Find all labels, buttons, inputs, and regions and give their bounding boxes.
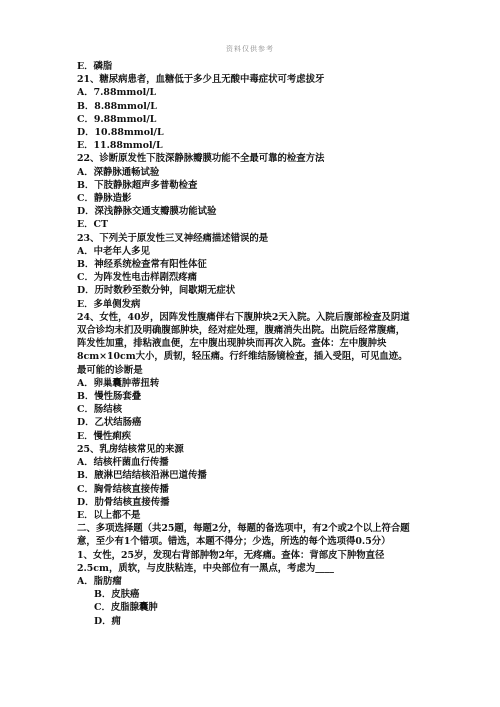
text-line: C．胸骨结核直接传播 (77, 483, 169, 495)
text-line: C．为阵发性电击样剧烈疼痛 (77, 272, 197, 284)
text-line: B．神经系统检查常有阳性体征 (77, 259, 207, 271)
document-body (77, 60, 412, 628)
option-a: A．脂肪瘤 (77, 575, 122, 587)
text-line: 21、糖尿病患者，血糖低于多少且无酸中毒症状可考虑拔牙 (77, 74, 325, 86)
text-line: 22、诊断原发性下肢深静脉瓣膜功能不全最可靠的检查方法 (77, 153, 325, 165)
text-line: E．多单侧发病 (77, 298, 141, 310)
text-line: A．中老年人多见 (77, 245, 150, 257)
text-line: A．7.88mmol/L (77, 87, 157, 99)
text-line: D．乙状结肠癌 (77, 417, 142, 429)
text-line: B．慢性肠套叠 (77, 391, 142, 403)
text-line: A．结核杆菌血行传播 (77, 457, 169, 469)
question-block-24-25 (77, 377, 412, 522)
text-line: 23、下列关于原发性三叉神经痛描述错误的是 (77, 232, 269, 244)
text-line: B．腋淋巴结结核沿淋巴道传播 (77, 470, 207, 482)
text-line: E．CT (77, 219, 108, 231)
option-c: C．皮脂腺囊肿 (94, 602, 158, 614)
text-line: C．9.88mmol/L (77, 113, 157, 125)
text-line: D．肋骨结核直接传播 (77, 496, 170, 508)
section-heading-multiple-choice: 二、多项选择题（共25题，每题2分，每题的备选项中，有2个或2个以上符合题意，至少有1个错项。错选，本题不得分；少选，所选的每个选项得0.5分） (77, 523, 410, 548)
page-header: 资料仅供参考 (226, 45, 274, 53)
option-d: D．痈 (94, 615, 121, 627)
text-line: D．深浅静脉交通支瓣膜功能试验 (77, 206, 217, 218)
text-line: D．10.88mmol/L (77, 127, 164, 139)
text-line: E．慢性痢疾 (77, 430, 132, 442)
text-line: E．以上都不是 (77, 509, 141, 521)
option-b: B．皮肤癌 (94, 589, 140, 601)
text-line: C．肠结核 (77, 404, 122, 416)
text-line: B．下肢静脉超声多普勒检查 (77, 179, 198, 191)
text-line: A．深静脉通畅试验 (77, 166, 160, 178)
text-line: E．磷脂 (77, 61, 113, 72)
question-1-stem: 1、女性，25岁，发现右背部肿物2年，无疼痛。查体：背部皮下肿物直径2.5cm，质软，与皮肤粘连，中央部位有一黑点，考虑为____ (77, 549, 385, 574)
question-block-21-23 (77, 60, 412, 311)
text-line: B．8.88mmol/L (77, 100, 157, 112)
text-line: 25、乳房结核常见的来源 (77, 443, 184, 455)
text-line: D．历时数秒至数分钟，间歇期无症状 (77, 285, 236, 297)
text-line: A．卵巢囊肿蒂扭转 (77, 377, 160, 389)
question-24-stem: 24、女性，40岁，因阵发性腹痛伴右下腹肿块2天入院。入院后腹部检查及阴道双合诊均未扪及明确腹部肿块，经对症处理，腹痛消失出院。出院后经常腹痛，阵发性加重，排粘液血便，左中腹出现肿块而再次入院。查体：左中腹肿块8cm×10cm大小，质韧，轻压痛。行纤维结肠镜检查，插入受阻，可见血迹。最可能的诊断是 (77, 311, 410, 376)
text-line: E．11.88mmol/L (77, 140, 163, 152)
text-line: C．静脉造影 (77, 193, 132, 205)
